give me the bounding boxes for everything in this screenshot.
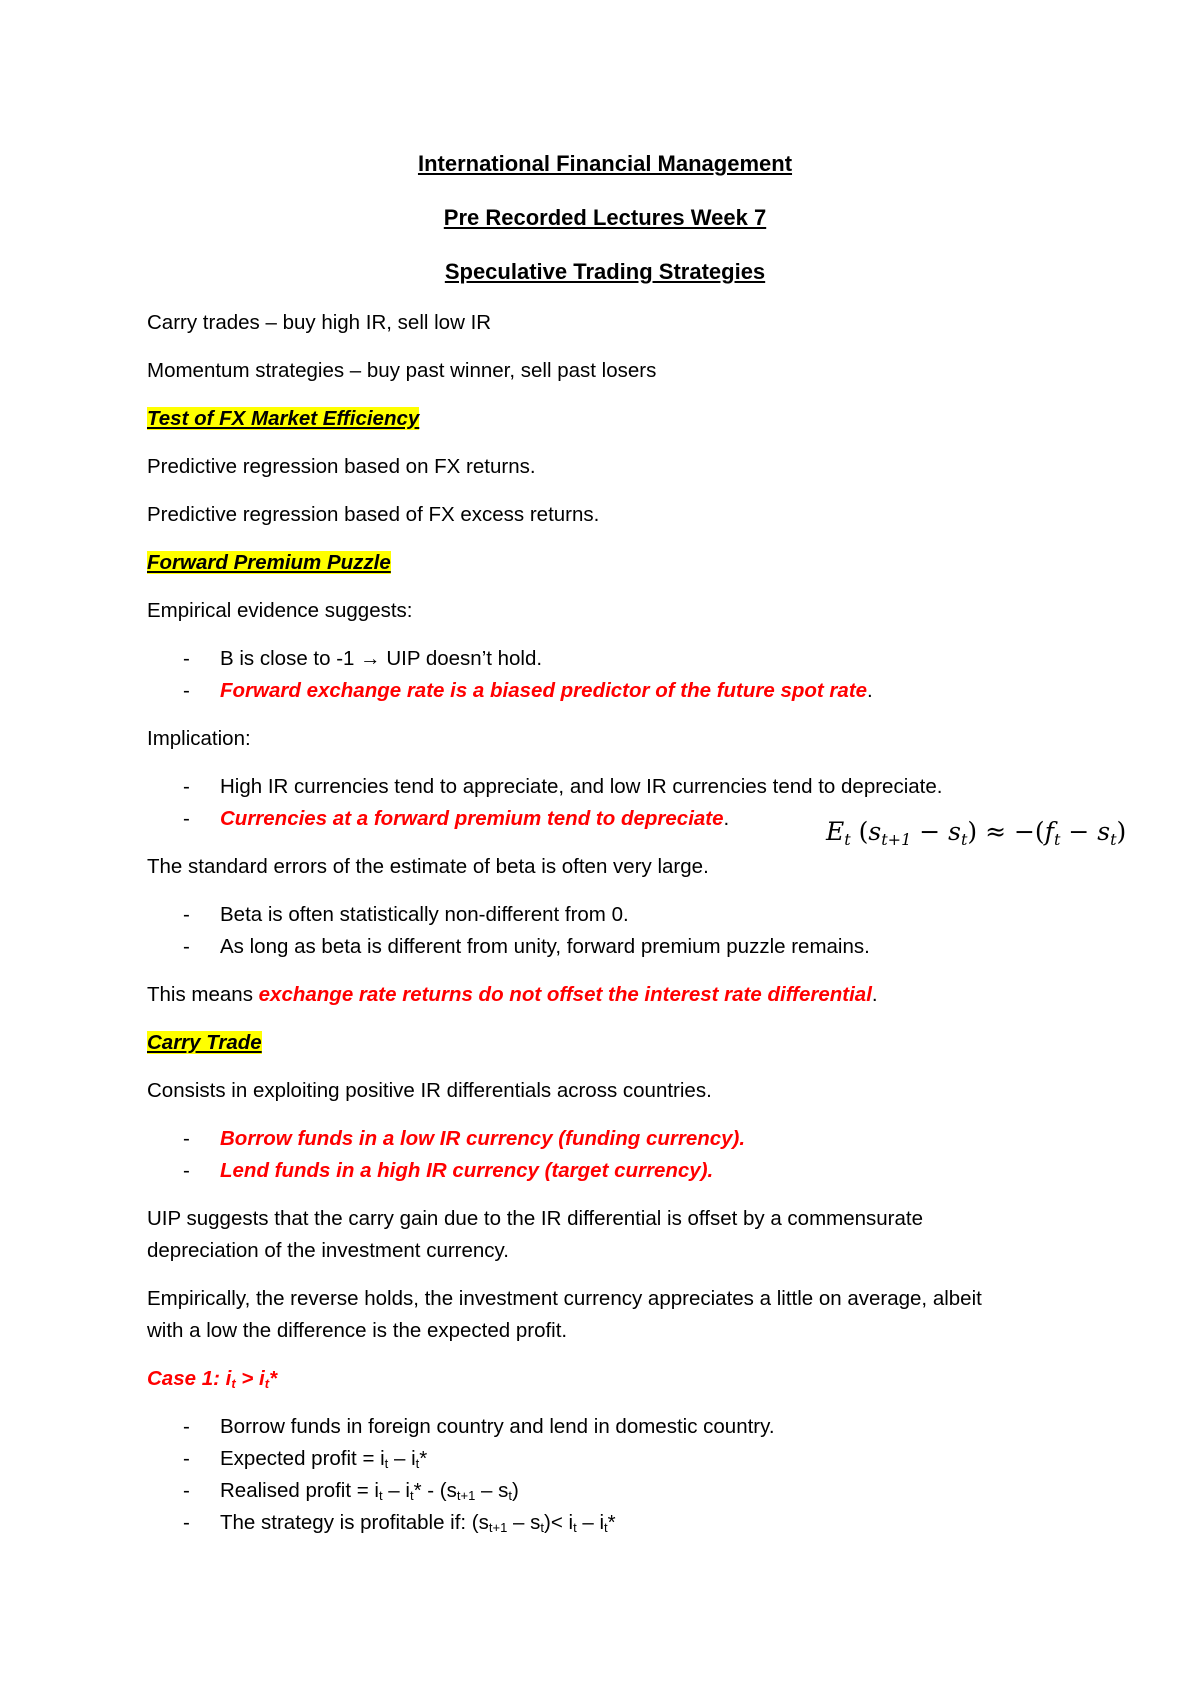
bullet-dash: - — [183, 935, 190, 958]
sub-t: t — [384, 1456, 389, 1471]
this-means-text: This means — [147, 983, 259, 1006]
realised-profit-bullet — [220, 1478, 519, 1504]
sub-t: t — [508, 1488, 512, 1503]
bullet-dash: - — [183, 1447, 190, 1470]
sub-t1: t+1 — [456, 1488, 476, 1503]
efficiency-heading-text: Test of FX Market Efficiency — [147, 407, 420, 430]
offset-text: exchange rate returns do not offset the interest rate differential — [258, 983, 872, 1006]
bullet-dash: - — [183, 1415, 190, 1438]
realised-profit-text: Realised profit = i — [220, 1479, 379, 1502]
close-paren: ) — [511, 1479, 519, 1502]
sub-t: t — [573, 1520, 577, 1535]
uip-line-2: depreciation of the investment currency. — [147, 1239, 509, 1262]
week-title: Pre Recorded Lectures Week 7 — [443, 205, 767, 230]
uip-line-1: UIP suggests that the carry gain due to the IR differential is offset by a commensurate — [147, 1207, 924, 1230]
consists-line: Consists in exploiting positive IR differentials across countries. — [147, 1079, 712, 1102]
formula-paren: ) — [1116, 817, 1127, 846]
biased-predictor-text: Forward exchange rate is a biased predictor of the future spot rate — [220, 679, 868, 702]
profitable-if-bullet — [220, 1510, 616, 1536]
period: . — [723, 807, 730, 830]
carry-trade-heading-text: Carry Trade — [147, 1031, 262, 1054]
borrow-bullet: Borrow funds in a low IR currency (funding currency). — [220, 1127, 746, 1150]
less-than-i: )< i — [544, 1511, 574, 1534]
formula-sub-t: t — [1053, 830, 1061, 849]
bullet-dash: - — [183, 1511, 190, 1534]
momentum-line: Momentum strategies – buy past winner, sell past losers — [147, 359, 657, 382]
formula-minus: − — [1060, 817, 1098, 846]
carry-trades-line: Carry trades – buy high IR, sell low IR — [147, 311, 492, 334]
evidence-line: Empirical evidence suggests: — [147, 599, 413, 622]
efficiency-heading — [147, 406, 419, 432]
bullet-dash: - — [183, 1159, 190, 1182]
profitable-if-text: The strategy is profitable if: (s — [220, 1511, 489, 1534]
bullet-dash: - — [183, 679, 190, 702]
minus-i: – i — [576, 1511, 605, 1534]
forward-premium-text: Currencies at a forward premium tend to depreciate — [220, 807, 724, 830]
beta-bullet-tail: UIP doesn’t hold. — [380, 647, 543, 670]
lend-bullet: Lend funds in a high IR currency (target currency). — [220, 1159, 714, 1182]
puzzle-heading-text: Forward Premium Puzzle — [147, 551, 391, 574]
efficiency-line-1: Predictive regression based on FX returns. — [147, 455, 536, 478]
formula-E: E — [826, 817, 845, 846]
minus-s: – s — [507, 1511, 541, 1534]
empirically-line-2: with a low the difference is the expected profit. — [147, 1319, 568, 1342]
case-1-heading — [147, 1366, 277, 1392]
bullet-dash: - — [183, 1127, 190, 1150]
puzzle-heading — [147, 550, 391, 576]
sub-t: t — [264, 1376, 270, 1391]
minus-s: – s — [475, 1479, 509, 1502]
period: . — [871, 983, 878, 1006]
formula-sub-t: t — [1110, 830, 1117, 849]
bullet-dash: - — [183, 647, 190, 670]
case-1-text: Case 1: i — [147, 1367, 232, 1390]
expectation-formula — [826, 817, 1127, 849]
topic-title: Speculative Trading Strategies — [444, 259, 766, 284]
formula-s: s — [1097, 817, 1111, 846]
this-means-line — [147, 982, 878, 1008]
sub-t: t — [415, 1456, 420, 1471]
formula-sub-t: t — [844, 830, 851, 849]
bullet-dash: - — [183, 1479, 190, 1502]
formula-s: s — [868, 817, 882, 846]
expected-profit-bullet — [220, 1446, 427, 1472]
expected-profit-text: Expected profit = i — [220, 1447, 385, 1470]
course-title: International Financial Management — [417, 151, 793, 176]
sub-t: t — [604, 1520, 608, 1535]
formula-sub-t: t — [960, 830, 968, 849]
sub-t1: t+1 — [488, 1520, 508, 1535]
arrow-icon: → — [360, 647, 381, 670]
beta-zero-bullet: Beta is often statistically non-different from 0. — [220, 903, 629, 926]
formula-paren: ) — [967, 817, 978, 846]
minus-i: – i — [388, 1447, 416, 1470]
case-1-gt: > i — [235, 1367, 265, 1390]
sub-t: t — [540, 1520, 544, 1535]
case-1-star: * — [269, 1367, 278, 1390]
efficiency-line-2: Predictive regression based of FX excess returns. — [147, 503, 600, 526]
implication-line: Implication: — [147, 727, 251, 750]
standard-errors-line: The standard errors of the estimate of beta is often very large. — [147, 855, 709, 878]
formula-s: s — [948, 817, 961, 846]
formula-f: f — [1044, 817, 1054, 846]
beta-bullet — [220, 646, 542, 672]
minus-i: – i — [382, 1479, 410, 1502]
forward-premium-bullet — [220, 806, 729, 832]
star-minus-s: * - (s — [413, 1479, 457, 1502]
formula-minus: − — [911, 817, 949, 846]
sub-t: t — [409, 1488, 414, 1503]
beta-bullet-text: B is close to -1 — [220, 647, 361, 670]
period: . — [867, 679, 873, 702]
bullet-dash: - — [183, 807, 190, 830]
empirically-line-1: Empirically, the reverse holds, the investment currency appreciates a little on average, albeit — [147, 1287, 982, 1310]
star: * — [419, 1447, 428, 1470]
high-ir-bullet: High IR currencies tend to appreciate, and low IR currencies tend to depreciate. — [220, 775, 943, 798]
sub-t: t — [378, 1488, 383, 1503]
bullet-dash: - — [183, 775, 190, 798]
formula-sub-t1: t+1 — [881, 830, 912, 849]
carry-trade-heading — [147, 1030, 262, 1056]
star: * — [607, 1511, 616, 1534]
bullet-dash: - — [183, 903, 190, 926]
formula-paren: ( — [850, 817, 869, 846]
biased-predictor-bullet — [220, 678, 873, 704]
beta-unity-bullet: As long as beta is different from unity, forward premium puzzle remains. — [220, 935, 870, 958]
formula-approx: ≈ −( — [977, 817, 1045, 846]
sub-t: t — [231, 1376, 236, 1391]
case-1-borrow-bullet: Borrow funds in foreign country and lend in domestic country. — [220, 1415, 775, 1438]
